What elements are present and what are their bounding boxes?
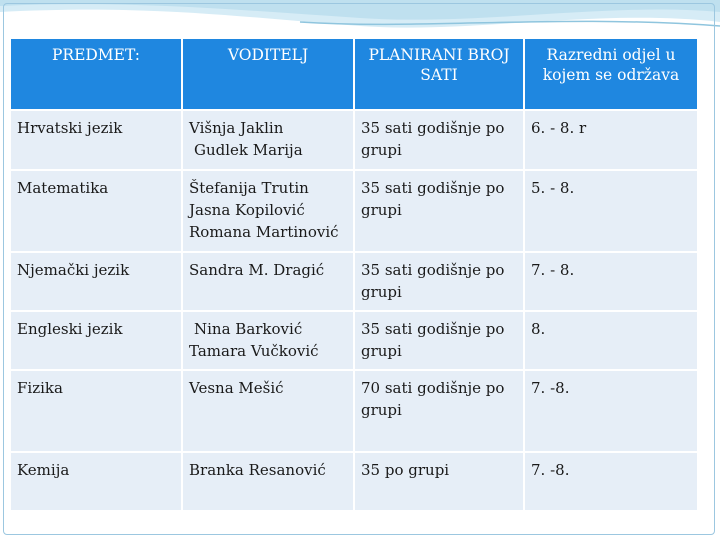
voditelj-name: Branka Resanović (189, 461, 326, 479)
table-row (11, 253, 697, 310)
cell-voditelj (183, 312, 353, 369)
table-row (11, 371, 697, 451)
voditelj-name: Štefanija Trutin (189, 179, 309, 197)
header-razredni-odjel: Razredni odjel u kojem se održava (525, 39, 697, 109)
cell-razred: 8. (525, 312, 697, 369)
cell-predmet: Kemija (11, 453, 181, 510)
cell-voditelj (183, 171, 353, 251)
cell-razred: 7. - 8. (525, 253, 697, 310)
cell-razred: 7. -8. (525, 371, 697, 451)
cell-predmet: Matematika (11, 171, 181, 251)
cell-sati: 35 sati godišnje po grupi (355, 253, 523, 310)
cell-predmet: Engleski jezik (11, 312, 181, 369)
table-header-row (11, 39, 697, 109)
cell-razred: 7. -8. (525, 453, 697, 510)
voditelj-name: Gudlek Marija (194, 141, 303, 159)
voditelj-name: Vesna Mešić (189, 379, 284, 397)
cell-voditelj (183, 253, 353, 310)
table-row (11, 111, 697, 169)
cell-voditelj (183, 371, 353, 451)
voditelj-name: Romana Martinović (189, 223, 339, 241)
voditelj-name: Jasna Kopilović (189, 201, 305, 219)
cell-voditelj (183, 453, 353, 510)
table-row (11, 453, 697, 510)
header-predmet: PREDMET: (11, 39, 181, 109)
cell-sati: 35 sati godišnje po grupi (355, 312, 523, 369)
table-row (11, 312, 697, 369)
cell-predmet: Fizika (11, 371, 181, 451)
voditelj-name: Sandra M. Dragić (189, 261, 325, 279)
cell-predmet: Njemački jezik (11, 253, 181, 310)
cell-sati: 35 po grupi (355, 453, 523, 510)
voditelj-name: Višnja Jaklin (189, 119, 284, 137)
cell-voditelj (183, 111, 353, 169)
header-planirani-broj-sati: PLANIRANI BROJ SATI (355, 39, 523, 109)
header-voditelj: VODITELJ (183, 39, 353, 109)
cell-razred: 6. - 8. r (525, 111, 697, 169)
cell-sati: 35 sati godišnje po grupi (355, 111, 523, 169)
cell-razred: 5. - 8. (525, 171, 697, 251)
cell-sati: 70 sati godišnje po grupi (355, 371, 523, 451)
voditelj-name: Nina Barković (194, 320, 303, 338)
voditelj-name: Tamara Vučković (189, 342, 319, 360)
cell-predmet: Hrvatski jezik (11, 111, 181, 169)
table-row (11, 171, 697, 251)
cell-sati: 35 sati godišnje po grupi (355, 171, 523, 251)
schedule-table (9, 37, 699, 512)
